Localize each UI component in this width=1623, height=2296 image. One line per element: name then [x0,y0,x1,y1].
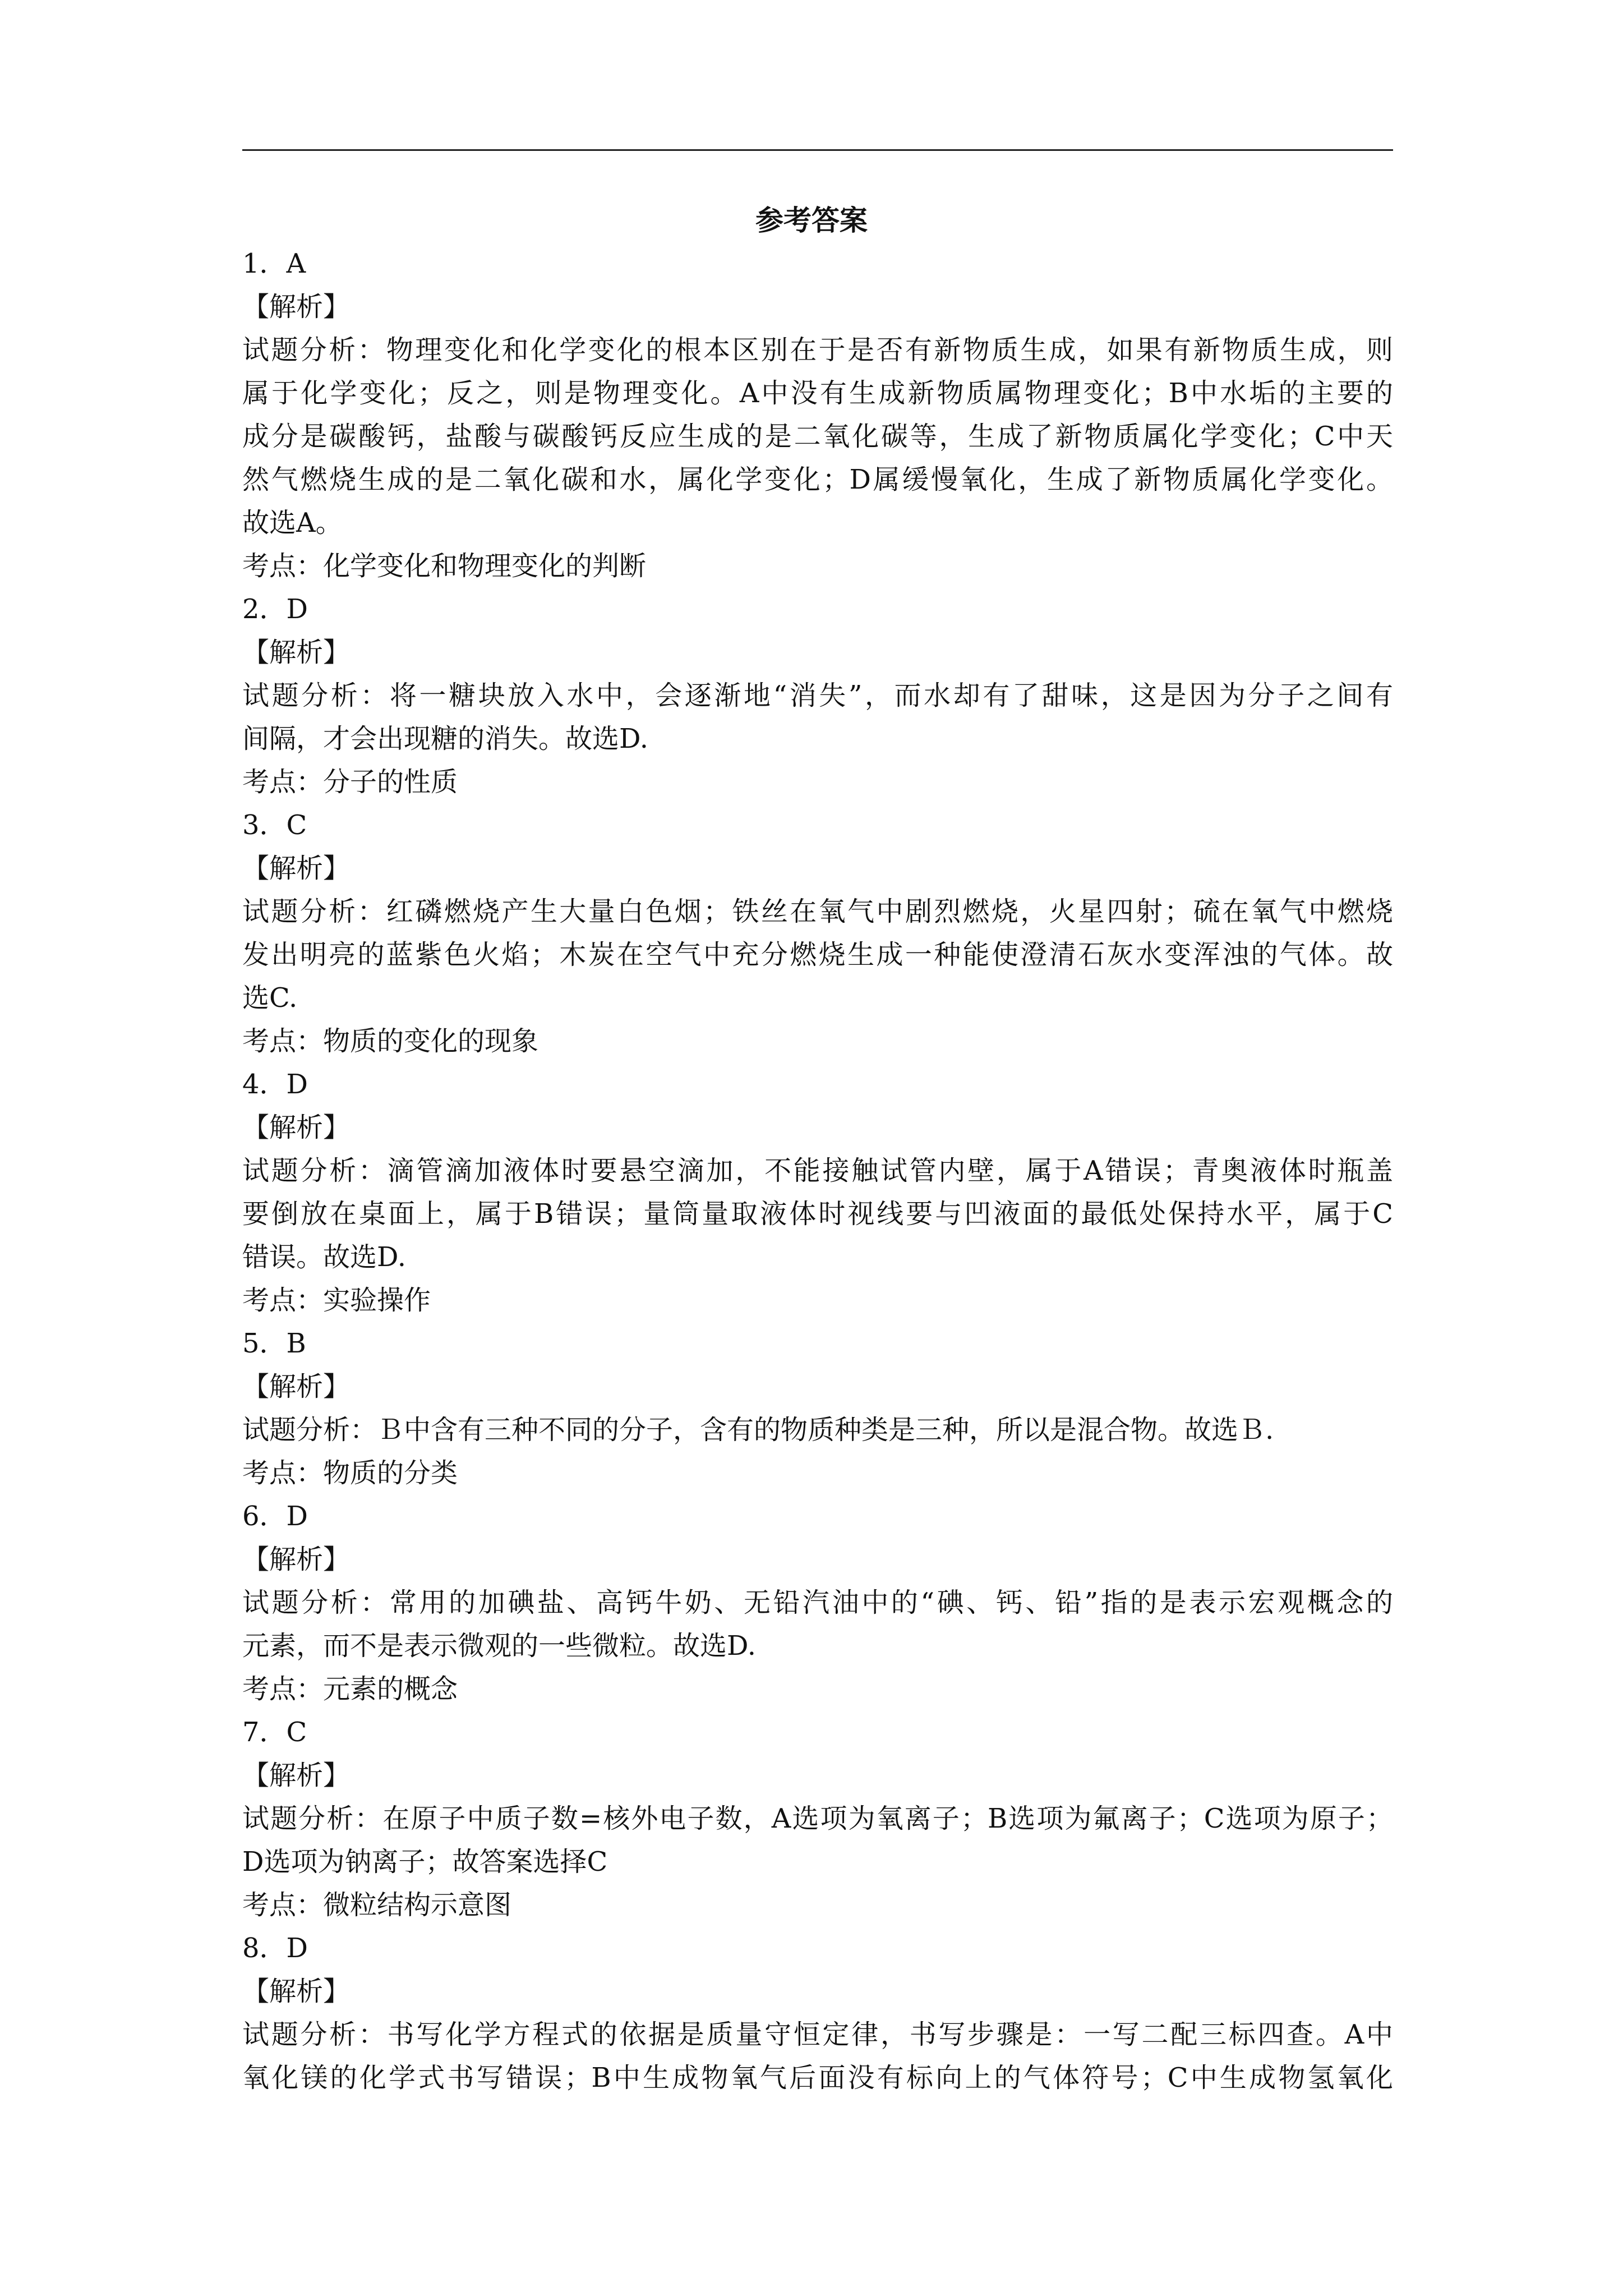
text-line: 考点：化学变化和物理变化的判断 [242,550,647,582]
text-line: 发出明亮的蓝紫色火焰；木炭在空气中充分燃烧生成一种能使澄清石灰水变浑浊的气体。故 [242,939,1393,970]
text-line: 1．A [242,248,306,279]
text-line: 故选A。 [242,507,343,539]
text-line: 试题分析：Ｂ中含有三种不同的分子，含有的物质种类是三种，所以是混合物。故选Ｂ. [242,1414,1274,1446]
text-line: 【解析】 [242,1544,351,1575]
text-line: 5．B [242,1328,306,1359]
text-line: 选C. [242,982,298,1014]
text-line: 要倒放在桌面上，属于B错误；量筒量取液体时视线要与凹液面的最低处保持水平，属于C [242,1198,1393,1230]
text-line: 【解析】 [242,291,351,323]
answer-content [242,242,1393,2100]
text-line: 考点：物质的变化的现象 [242,1025,539,1057]
text-line: 元素，而不是表示微观的一些微粒。故选D. [242,1630,757,1662]
text-line: 【解析】 [242,1760,351,1791]
text-line: 属于化学变化；反之，则是物理变化。A中没有生成新物质属物理变化；B中水垢的主要的 [242,378,1393,409]
text-line: 【解析】 [242,1112,351,1143]
text-line: 【解析】 [242,1976,351,2007]
text-line: 【解析】 [242,1371,351,1402]
text-line: 4．D [242,1069,308,1100]
text-line: 试题分析：滴管滴加液体时要悬空滴加，不能接触试管内壁，属于A错误；青奥液体时瓶盖 [242,1155,1393,1186]
text-line: 8．D [242,1932,308,1964]
text-line: 成分是碳酸钙，盐酸与碳酸钙反应生成的是二氧化碳等，生成了新物质属化学变化；C中天 [242,421,1393,452]
text-line: 然气燃烧生成的是二氧化碳和水，属化学变化；D属缓慢氧化，生成了新物质属化学变化。 [242,464,1393,495]
text-line: 试题分析：将一糖块放入水中，会逐渐地“消失”，而水却有了甜味，这是因为分子之间有 [242,680,1393,711]
text-line: 错误。故选D. [242,1241,407,1273]
text-line: 7．C [242,1717,307,1748]
text-line: 考点：分子的性质 [242,766,458,798]
header-rule [242,149,1393,151]
text-line: 间隔，才会出现糖的消失。故选D. [242,723,649,754]
text-line: 考点：实验操作 [242,1285,431,1316]
text-line: 试题分析：物理变化和化学变化的根本区别在于是否有新物质生成，如果有新物质生成，则 [242,334,1393,366]
text-line: 试题分析：在原子中质子数=核外电子数，A选项为氧离子；B选项为氟离子；C选项为原子； [242,1803,1393,1834]
text-line: 考点：元素的概念 [242,1673,458,1705]
text-line: 试题分析：红磷燃烧产生大量白色烟；铁丝在氧气中剧烈燃烧，火星四射；硫在氧气中燃烧 [242,896,1393,927]
text-line: 6．D [242,1501,308,1532]
text-line: 氧化镁的化学式书写错误；B中生成物氧气后面没有标向上的气体符号；C中生成物氢氧化 [242,2062,1393,2093]
text-line: 试题分析：书写化学方程式的依据是质量守恒定律，书写步骤是：一写二配三标四查。A中 [242,2019,1393,2050]
text-line: 【解析】 [242,853,351,884]
text-line: D选项为钠离子；故答案选择C [242,1846,608,1878]
text-line: 试题分析：常用的加碘盐、高钙牛奶、无铅汽油中的“碘、钙、铅”指的是表示宏观概念的 [242,1587,1393,1618]
page-title: 参考答案 [755,204,868,237]
text-line: 考点：微粒结构示意图 [242,1889,512,1921]
text-line: 【解析】 [242,637,351,668]
text-line: 3．C [242,809,307,841]
text-line: 考点：物质的分类 [242,1457,458,1489]
text-line: 2．D [242,593,308,625]
